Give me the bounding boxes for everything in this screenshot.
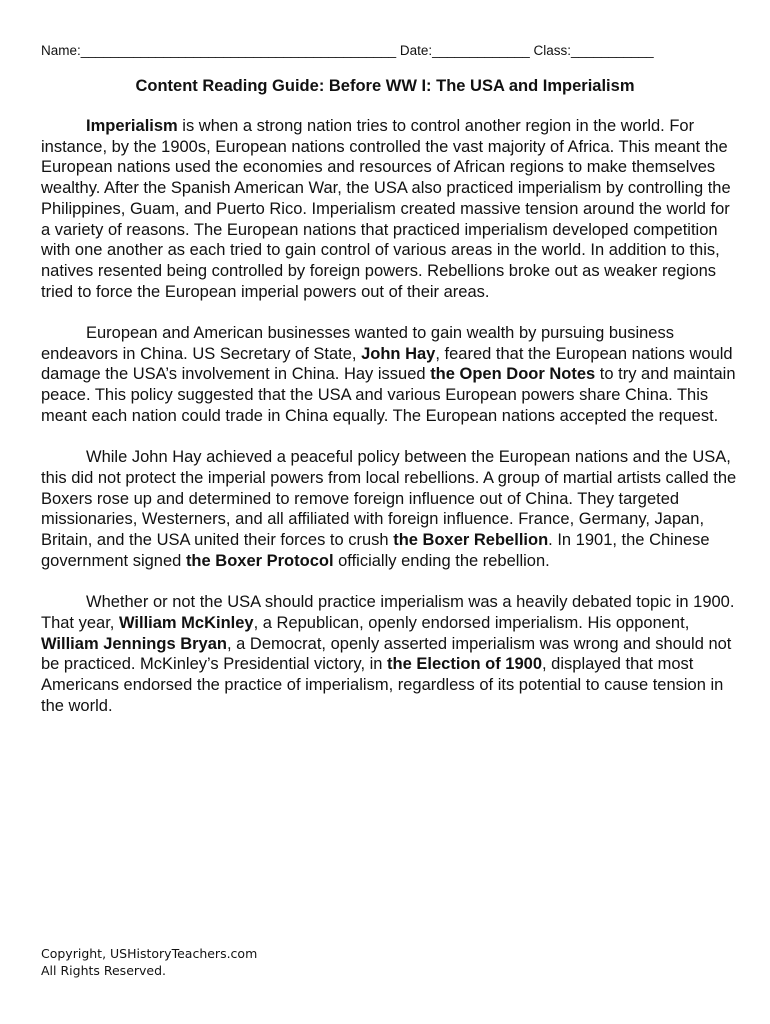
name-blank: __________________________________________ bbox=[80, 43, 397, 58]
class-blank: ___________ bbox=[571, 43, 654, 58]
name-label: Name: bbox=[41, 43, 81, 58]
term-boxer-protocol: the Boxer Protocol bbox=[185, 551, 334, 570]
copyright-footer bbox=[41, 945, 257, 979]
term-william-jennings-bryan: William Jennings Bryan bbox=[41, 634, 227, 653]
date-label: Date: bbox=[399, 43, 433, 58]
paragraph-open-door bbox=[41, 323, 739, 427]
paragraph-text: European and American businesses wanted to gain wealth by pursuing business endeavors in China. US Secretary of State, bbox=[41, 324, 674, 363]
term-election-of-1900: the Election of 1900 bbox=[387, 655, 543, 674]
paragraph-text: is when a strong nation tries to control another region in the world. For instance, by the 1900s, European nations controlled the vast majority of Africa. This meant the European nations used the economies and resources of African regions to make themselves wealthy. After the Spanish American War, the USA also practiced imperialism by controlling the Philippines, Guam, and Puerto Rico. Imperialism created massive tension around the world for a variety of reasons. The European nations that practiced imperialism developed competition with one another as each tried to gain control of various areas in the world. In addition to this, natives resented being controlled by foreign powers. Rebellions broke out as weaker regions tried to force the European imperial powers out of their areas. bbox=[41, 117, 731, 301]
paragraph-text: to try and maintain peace. This policy suggested that the USA and various European powers share China. This meant each nation could trade in China equally. The European nations accepted the request. bbox=[41, 365, 736, 425]
paragraph-text: , a Democrat, openly asserted imperialism was wrong and should not be practiced. McKinley’s Presidential victory, in bbox=[41, 634, 732, 674]
paragraph-boxer-rebellion bbox=[41, 447, 739, 571]
page-title: Content Reading Guide: Before WW I: The USA and Imperialism bbox=[135, 77, 635, 95]
term-open-door-notes: the Open Door Notes bbox=[430, 365, 596, 384]
term-imperialism: Imperialism bbox=[86, 117, 178, 135]
copyright-line: Copyright, USHistoryTeachers.com bbox=[41, 946, 258, 961]
reading-text bbox=[41, 116, 739, 737]
term-william-mckinley: William McKinley bbox=[118, 613, 254, 632]
date-blank: _____________ bbox=[432, 43, 530, 58]
student-info-line bbox=[41, 43, 741, 58]
paragraph-text: Whether or not the USA should practice imperialism was a heavily debated topic in 1900. That year, bbox=[41, 593, 735, 632]
class-label: Class: bbox=[533, 43, 572, 58]
rights-line: All Rights Reserved. bbox=[41, 963, 167, 978]
paragraph-text: While John Hay achieved a peaceful policy between the European nations and the USA, this did not protect the imperial powers from local rebellions. A group of martial artists called the Boxers rose up and determined to remove foreign influence out of China. They targeted missionaries, Westerners, and all affiliated with foreign influence. France, Germany, Japan, Britain, and the USA united their forces to crush bbox=[41, 448, 737, 550]
paragraph-text: , feared that the European nations would damage the USA’s involvement in China. Hay issued bbox=[41, 344, 733, 384]
paragraph-text: , a Republican, openly endorsed imperialism. His opponent, bbox=[253, 613, 690, 632]
paragraph-text: , displayed that most Americans endorsed the practice of imperialism, regardless of its potential to cause tension in the world. bbox=[41, 655, 724, 715]
paragraph-text: officially ending the rebellion. bbox=[333, 551, 550, 570]
term-john-hay: John Hay bbox=[361, 344, 436, 363]
term-boxer-rebellion: the Boxer Rebellion bbox=[393, 531, 549, 550]
paragraph-election-1900 bbox=[41, 592, 739, 716]
paragraph-imperialism bbox=[41, 116, 739, 302]
paragraph-text: . In 1901, the Chinese government signed bbox=[41, 531, 710, 570]
